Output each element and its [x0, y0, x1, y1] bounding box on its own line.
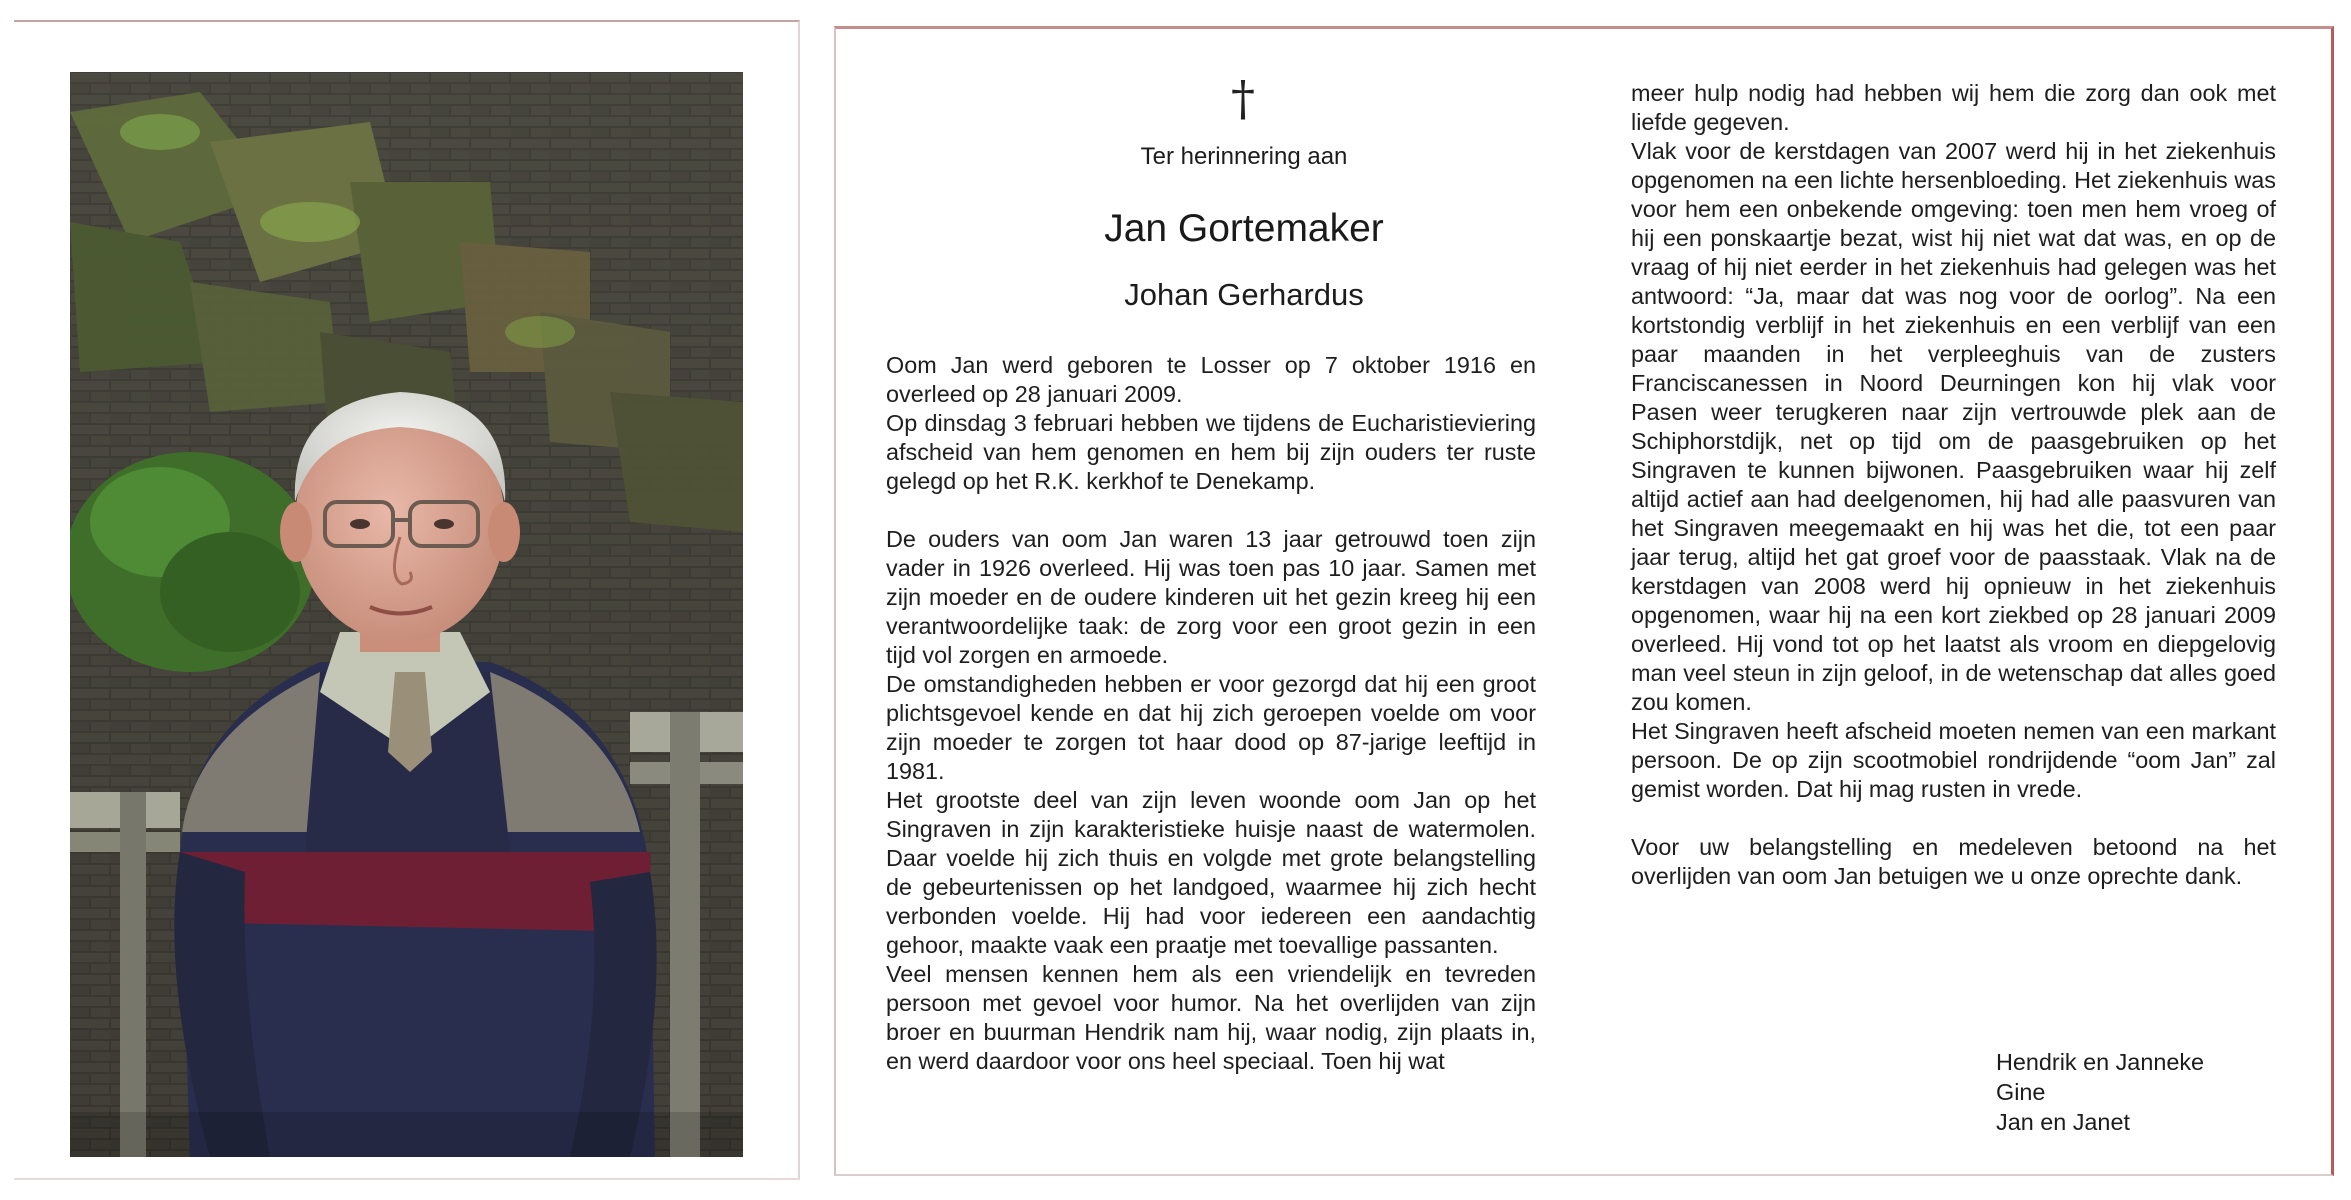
signer-name: Gine: [1996, 1079, 2046, 1105]
portrait-photo-illustration: [70, 72, 743, 1157]
paragraph: meer hulp nodig had hebben wij hem die zorg dan ook met liefde gegeven.: [1631, 80, 2276, 135]
signer-name: Jan en Janet: [1996, 1109, 2130, 1135]
text-column-right: [1631, 79, 2276, 891]
paragraph: Oom Jan werd geboren te Losser op 7 oktober 1916 en overleed op 28 januari 2009.: [886, 352, 1536, 407]
paragraph: Het grootste deel van zijn leven woonde oom Jan op het Singraven in zijn karakteristieke huisje naast de watermolen. Daar voelde hij zich thuis en volgde met grote belangstelling de gebeurtenissen op het landgoed, waarmee hij zich hecht verbonden voelde. Hij had voor iedereen een aandachtig gehoor, maakte vaak een praatje met toevallige passanten.: [886, 787, 1536, 958]
paragraph: De ouders van oom Jan waren 13 jaar getrouwd toen zijn vader in 1926 overleed. Hij was toen pas 10 jaar. Samen met zijn moeder en de oudere kinderen uit het gezin kreeg hij een verantwoordelijke taak: de zorg voor een groot gezin in een tijd vol zorgen en armoede.: [886, 526, 1536, 668]
memorial-text-card: [834, 26, 2334, 1176]
portrait-photo: [70, 72, 743, 1157]
paragraph: Op dinsdag 3 februari hebben we tijdens de Eucharistieviering afscheid van hem genomen en hem bij zijn ouders ter ruste gelegd op het R.K. kerkhof te Denekamp.: [886, 410, 1536, 494]
cross-icon: †: [1231, 71, 1255, 127]
memorial-heading: Ter herinnering aan: [1140, 143, 1348, 170]
paragraph: Veel mensen kennen hem als een vriendelijk en tevreden persoon met gevoel voor humor. Na het overlijden van zijn broer en buurman Hendrik nam hij, waar nodig, zijn plaats in, en werd daardoor voor ons heel speciaal. Toen hij wat: [886, 961, 1536, 1074]
signers: [1996, 1047, 2204, 1137]
photo-card: [14, 20, 800, 1180]
paragraph: Het Singraven heeft afscheid moeten nemen van een markant persoon. De op zijn scootmobiel rondrijdende “oom Jan” zal gemist worden. Dat hij mag rusten in vrede.: [1631, 718, 2276, 802]
paragraph: Voor uw belangstelling en medeleven betoond na het overlijden van oom Jan betuigen we u onze oprechte dank.: [1631, 834, 2276, 889]
text-column-left: [886, 351, 1536, 1076]
paragraph: De omstandigheden hebben er voor gezorgd dat hij een groot plichtsgevoel kende en dat hij zich geroepen voelde om voor zijn moeder te zorgen tot haar dood op 87-jarige leeftijd in 1981.: [886, 671, 1536, 784]
deceased-name: Jan Gortemaker: [1104, 207, 1384, 250]
deceased-full-name: Johan Gerhardus: [1124, 277, 1364, 312]
signer-name: Hendrik en Janneke: [1996, 1049, 2205, 1075]
paragraph: Vlak voor de kerstdagen van 2007 werd hij in het ziekenhuis opgenomen na een lichte hersenbloeding. Het ziekenhuis was voor hem een onbekende omgeving: toen men hem vroeg of hij een ponskaartje bezat, wist hij niet wat dat was, en op de vraag of hij niet eerder in het ziekenhuis had gelegen was het antwoord: “Ja, maar dat was nog voor de oorlog”. Na een kortstondig verblijf in het ziekenhuis en een verblijf van een paar maanden in het verpleeghuis van de zusters Franciscanessen in Noord Deurningen kon hij vlak voor Pasen weer terugkeren naar zijn vertrouwde plek aan de Schiphorstdijk, net op tijd om de paasgebruiken op het Singraven te kunnen bijwonen. Paasgebruiken waar hij zelf altijd actief aan had deelgenomen, hij had alle paasvuren van het Singraven meegemaakt en hij was het die, tot een paar jaar terug, altijd het gat groef voor de paasstaak. Vlak na de kerstdagen van 2008 werd hij opnieuw in het ziekenhuis opgenomen, waar hij na een kort ziekbed op 28 januari 2009 overleed. Hij vond tot op het laatst als vroom en diepgelovig man veel steun in zijn geloof, in de wetenschap dat alles goed zou komen.: [1631, 138, 2276, 715]
